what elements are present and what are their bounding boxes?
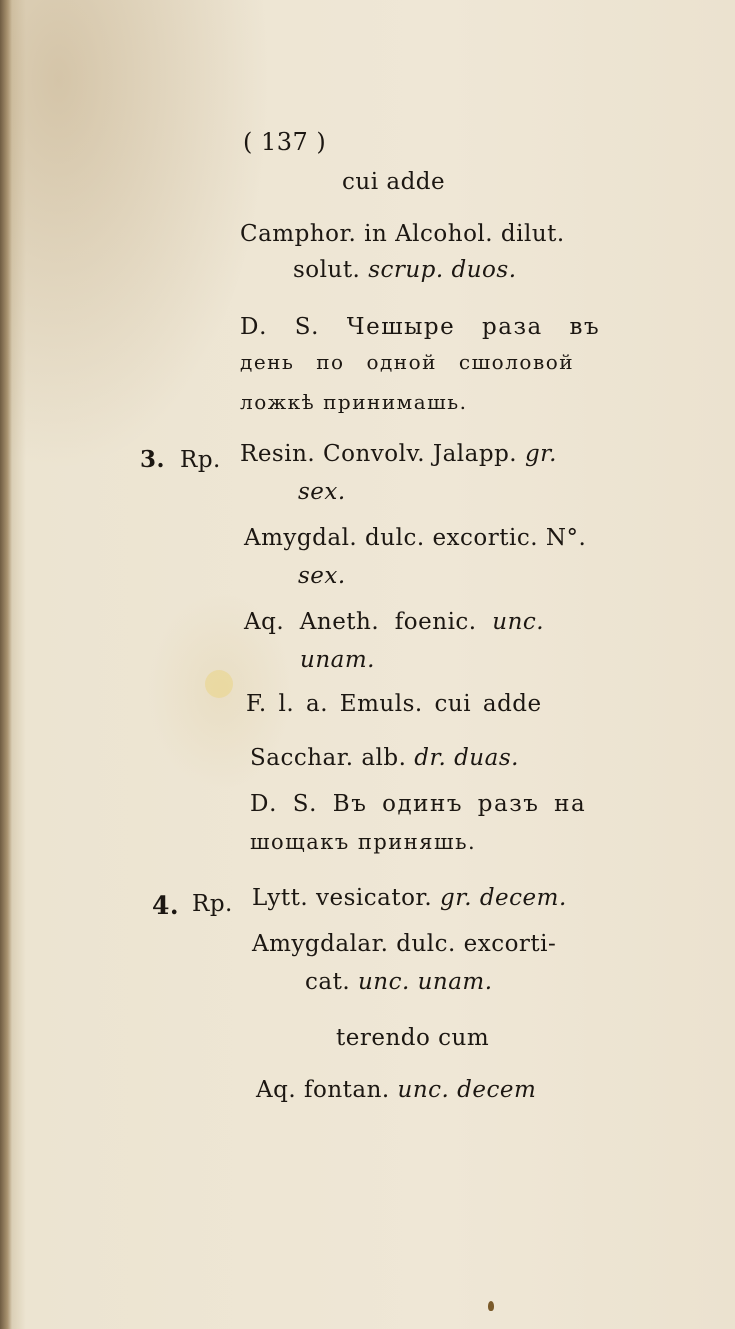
text-line: cat. unc. unam. <box>305 969 493 995</box>
text-line: D. S. Чешыре раза въ <box>240 314 601 340</box>
recipe-number: 4. <box>152 891 180 920</box>
text-line: Amygdal. dulc. excortic. N°. <box>244 525 587 551</box>
paper-stain <box>205 670 233 698</box>
text-line: Camphor. in Alcohol. dilut. <box>240 221 565 247</box>
text-line: ложкѣ принимашь. <box>240 390 468 414</box>
text-line: cui adde <box>342 169 446 195</box>
page-number: ( 137 ) <box>243 128 327 156</box>
text-line: terendo cum <box>336 1025 490 1051</box>
text-line: Lytt. vesicator. gr. decem. <box>252 885 567 911</box>
text-line: шощакъ приняшь. <box>250 830 477 854</box>
text-line: Amygdalar. dulc. excorti- <box>252 931 557 957</box>
text-line: Sacchar. alb. dr. duas. <box>250 745 519 771</box>
recipe-rp: Rp. <box>180 447 221 473</box>
ink-fleck <box>488 1301 494 1311</box>
text-line: Resin. Convolv. Jalapp. gr. <box>240 441 557 467</box>
text-line: Aq. fontan. unc. decem <box>256 1077 537 1103</box>
text-line: sex. <box>298 563 346 589</box>
text-line: D. S. Въ одинъ разъ на <box>250 791 587 817</box>
book-spine-shadow <box>0 0 12 1329</box>
text-line: unam. <box>300 647 375 673</box>
text-line: sex. <box>298 479 346 505</box>
text-line: день по одной сшоловой <box>240 350 575 374</box>
text-line: solut. scrup. duos. <box>293 257 517 283</box>
recipe-rp: Rp. <box>192 891 233 917</box>
text-line: F. l. a. Emuls. cui adde <box>246 691 542 717</box>
recipe-number: 3. <box>140 446 166 473</box>
text-line: Aq. Aneth. foenic. unc. <box>244 609 545 635</box>
